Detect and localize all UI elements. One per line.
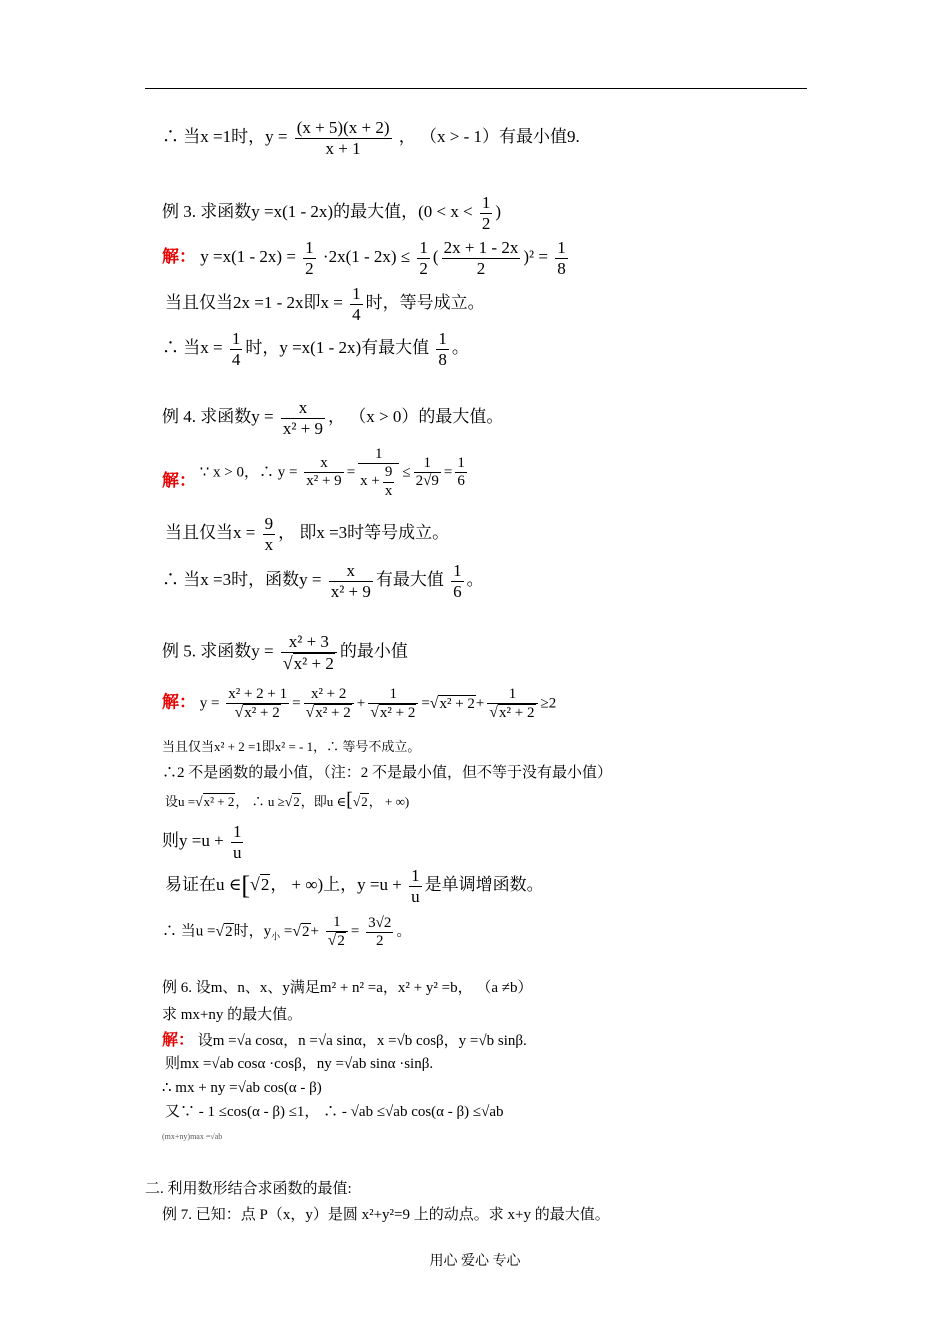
example-5-equality: 当且仅当x² + 2 =1即x² = - 1，∴ 等号不成立。 <box>162 739 421 754</box>
radicand: x² + 2 <box>203 794 235 809</box>
text: ≤ <box>402 464 411 481</box>
numerator: x² + 3 <box>281 632 337 653</box>
text: ·2x(1 - 2x) ≤ <box>322 246 411 266</box>
text: ， （x > - 1）有最小值9. <box>398 126 580 146</box>
text: + <box>356 695 366 712</box>
fraction <box>230 329 243 369</box>
left-bracket: [ <box>241 871 251 901</box>
numerator: 1 <box>232 822 242 841</box>
fraction <box>366 915 393 951</box>
text: ， + ∞) <box>368 794 410 809</box>
denominator: u <box>411 886 420 906</box>
example-7-title: 例 7. 已知：点 P（x，y）是圆 x²+y²=9 上的动点。求 x+y 的最大值。 <box>162 1207 610 1223</box>
fraction <box>451 561 464 601</box>
denominator: x <box>384 482 393 499</box>
text: ， 即x =3时等号成立。 <box>278 522 450 542</box>
numerator: 1 <box>326 914 348 932</box>
denominator: x² + 9 <box>306 473 342 490</box>
text: 例 4. 求函数y = <box>162 406 274 426</box>
numerator: 1 <box>231 329 241 348</box>
solution-label: 解： <box>162 1032 195 1049</box>
square-root <box>370 704 416 722</box>
solution-label: 解： <box>162 246 196 266</box>
example-6-max: (mx+ny)max =√ab <box>162 1132 223 1141</box>
header-rule <box>145 88 807 89</box>
numerator: 1 <box>481 193 491 212</box>
radical-sign: √ <box>305 704 315 722</box>
text: 则y =u + <box>162 830 224 850</box>
fraction <box>304 686 354 723</box>
text: 。 <box>396 923 412 940</box>
square-root <box>235 704 281 722</box>
fraction <box>326 914 348 951</box>
solution-label: 解： <box>162 471 196 491</box>
page-footer: 用心 爱心 专心 <box>429 1254 521 1269</box>
example-6-solution <box>162 1033 527 1049</box>
example-3-solution <box>162 238 571 278</box>
solution-label: 解： <box>162 692 196 712</box>
square-root <box>489 704 535 722</box>
text: ∴ 当x =1时，y = <box>162 126 288 146</box>
text: 有最大值 <box>375 569 444 589</box>
radicand: x² + 2 <box>379 705 416 722</box>
text: ， + ∞)上，y =u + <box>270 874 402 894</box>
fraction <box>350 284 363 324</box>
numerator: 1 <box>487 686 537 704</box>
radical-sign: √ <box>284 794 293 809</box>
radicand: 2 <box>293 794 300 809</box>
text: 。 <box>451 337 469 357</box>
square-root <box>306 704 352 722</box>
text: 例 5. 求函数y = <box>162 641 274 661</box>
numerator: 9 <box>264 514 274 533</box>
radical-sign: √ <box>429 694 439 712</box>
numerator: 2x + 1 - 2x <box>443 238 519 257</box>
text: 时，y =x(1 - 2x)有最大值 <box>245 337 430 357</box>
example-6-question: 求 mx+ny 的最大值。 <box>162 1007 303 1023</box>
denominator <box>226 704 289 722</box>
example-5-then <box>162 822 246 862</box>
section-2-heading: 二. 利用数形结合求函数的最值: <box>145 1181 352 1197</box>
radical-sign: √ <box>234 704 244 722</box>
fraction <box>304 455 343 491</box>
numerator: x <box>281 398 325 419</box>
text: = <box>350 923 360 940</box>
example-5-result <box>162 914 411 951</box>
text: 例 3. 求函数y =x(1 - 2x)的最大值，(0 < x < <box>162 201 473 221</box>
fraction <box>303 238 316 278</box>
denominator: 8 <box>438 349 447 369</box>
text: ) <box>495 201 502 221</box>
denominator <box>304 704 354 722</box>
example-6-products: 则mx =√ab cosα ·cosβ，ny =√ab sinα ·sinβ. <box>165 1056 434 1072</box>
example-5-title <box>162 632 408 673</box>
text: ( <box>432 246 439 266</box>
example-3-title <box>162 193 501 233</box>
denominator: 2 <box>481 213 491 233</box>
denominator <box>368 704 418 722</box>
square-root <box>292 924 310 940</box>
text: 设m =√a cosα，n =√a sinα，x =√b cosβ，y =√b sinβ. <box>197 1033 527 1049</box>
denominator: 6 <box>457 473 465 490</box>
radical-sign: √ <box>250 873 260 894</box>
denominator <box>358 464 399 500</box>
denominator: 8 <box>557 258 566 278</box>
text: y =x(1 - 2x) = <box>200 246 296 266</box>
radical-sign: √ <box>292 922 302 940</box>
text: x + <box>360 473 380 490</box>
fraction <box>358 446 399 500</box>
text: y = <box>199 695 220 712</box>
text: ≥2 <box>540 695 557 712</box>
radicand: 2 <box>302 923 310 940</box>
example-6-title: 例 6. 设m、n、x、y满足m² + n² =a，x² + y² =b， （a ≠b） <box>162 980 533 996</box>
example-3-result <box>162 329 469 369</box>
text: ∴ 当x =3时，函数y = <box>162 569 322 589</box>
text: ∴ 当x = <box>162 337 223 357</box>
example-5-note: ∴2 不是函数的最小值，（注：2 不是最小值，但不等于没有最小值） <box>162 765 613 781</box>
result-line-example-2 <box>162 118 580 158</box>
fraction <box>417 238 430 278</box>
text: 当且仅当2x =1 - 2x即x = <box>165 292 343 312</box>
text: ， （x > 0）的最大值。 <box>328 406 504 426</box>
square-root <box>215 924 233 940</box>
radical-sign: √ <box>352 794 361 809</box>
numerator: 1 <box>358 446 399 464</box>
example-5-monotonic <box>165 866 544 906</box>
fraction <box>329 561 373 601</box>
example-4-title <box>162 398 503 438</box>
text: ∴ 当u = <box>162 923 216 940</box>
denominator: 2 <box>419 258 428 278</box>
radicand: x² + 2 <box>244 705 280 722</box>
numerator: 1 <box>419 238 428 257</box>
denominator: x + 1 <box>325 138 361 158</box>
numerator: x² + 2 <box>304 686 354 704</box>
fraction <box>455 455 467 491</box>
numerator: 1 <box>414 455 441 473</box>
text: 当且仅当x = <box>165 522 256 542</box>
radicand: x² + 2 <box>315 705 351 722</box>
radicand: 2 <box>337 933 345 950</box>
fraction <box>231 822 244 862</box>
fraction <box>436 329 449 369</box>
text: = <box>421 695 430 712</box>
denominator: 4 <box>352 304 361 324</box>
denominator: 2 <box>305 258 314 278</box>
fraction <box>487 686 537 723</box>
radical-sign: √ <box>327 932 337 950</box>
text: 设u = <box>165 794 196 809</box>
square-root <box>328 932 346 950</box>
radicand: x² + 2 <box>499 705 535 722</box>
square-root <box>285 795 301 809</box>
numerator: 1 <box>305 238 314 257</box>
numerator: 9 <box>383 464 395 482</box>
text: = <box>283 923 293 940</box>
denominator: u <box>232 842 242 862</box>
denominator <box>326 932 348 950</box>
fraction <box>281 632 337 673</box>
numerator: 3√2 <box>366 915 393 933</box>
numerator: 1 <box>352 284 361 303</box>
text: + <box>310 923 319 940</box>
denominator <box>281 653 337 674</box>
fraction <box>368 686 418 723</box>
fraction <box>555 238 568 278</box>
radicand: 2 <box>361 794 368 809</box>
text: 时，y <box>233 923 272 940</box>
text: )² = <box>523 246 548 266</box>
text: ， ∴ u ≥ <box>235 794 285 809</box>
numerator: 1 <box>455 455 467 473</box>
text: ，即u ∈ <box>300 794 347 809</box>
example-5-substitution <box>165 790 409 810</box>
fraction <box>442 238 521 278</box>
square-root <box>250 873 270 894</box>
denominator: x² + 9 <box>282 418 324 438</box>
denominator: 6 <box>453 581 462 601</box>
example-3-equality <box>165 284 485 324</box>
square-root <box>195 795 235 809</box>
radicand: x² + 2 <box>439 695 475 712</box>
radicand: x² + 2 <box>293 653 334 673</box>
text: 的最小值 <box>339 641 408 661</box>
text: 易证在u ∈ <box>165 874 242 894</box>
subscript: 小 <box>271 931 281 942</box>
left-bracket: [ <box>346 789 353 811</box>
text: = <box>346 464 356 481</box>
denominator: 2√9 <box>415 473 439 490</box>
radicand: 2 <box>225 923 233 940</box>
denominator: 2 <box>476 258 486 278</box>
example-4-equality <box>165 514 449 554</box>
denominator: x² + 9 <box>330 581 371 601</box>
radical-sign: √ <box>489 704 499 722</box>
numerator: 1 <box>453 561 462 580</box>
text: 。 <box>466 569 484 589</box>
text: + <box>475 695 485 712</box>
example-6-sum: ∴ mx + ny =√ab cos(α - β) <box>162 1080 322 1096</box>
example-4-result <box>162 561 484 601</box>
example-4-solution <box>162 446 470 500</box>
fraction <box>295 118 392 158</box>
numerator: x <box>329 561 373 582</box>
example-6-bound: 又∵ - 1 ≤cos(α - β) ≤1， ∴ - √ab ≤√ab cos(α - β) ≤√ab <box>165 1104 504 1120</box>
fraction <box>281 398 325 438</box>
radical-sign: √ <box>215 922 225 940</box>
text: = <box>292 695 301 712</box>
numerator: (x + 5)(x + 2) <box>296 118 390 137</box>
square-root <box>283 653 335 674</box>
numerator: 1 <box>438 329 447 348</box>
denominator: x <box>264 534 274 554</box>
numerator: 1 <box>557 238 566 257</box>
denominator: 2 <box>375 932 384 949</box>
numerator: x² + 2 + 1 <box>226 686 289 704</box>
numerator: 1 <box>368 686 418 704</box>
text: = <box>443 464 453 481</box>
square-root <box>430 696 476 712</box>
fraction <box>226 686 289 723</box>
text: ∵ x > 0，∴ y = <box>199 464 298 481</box>
denominator: 4 <box>231 349 241 369</box>
example-5-solution <box>162 686 556 723</box>
numerator: x <box>304 455 343 473</box>
square-root <box>353 795 369 809</box>
numerator: 1 <box>411 866 420 885</box>
text: 时，等号成立。 <box>365 292 485 312</box>
fraction <box>383 464 395 500</box>
radicand: 2 <box>260 874 270 894</box>
radical-sign: √ <box>282 652 293 673</box>
fraction <box>414 455 441 491</box>
radical-sign: √ <box>195 794 203 809</box>
fraction <box>263 514 276 554</box>
text: 是单调增函数。 <box>424 874 544 894</box>
fraction <box>480 193 493 233</box>
fraction <box>409 866 422 906</box>
radical-sign: √ <box>370 704 379 722</box>
denominator <box>487 704 537 722</box>
